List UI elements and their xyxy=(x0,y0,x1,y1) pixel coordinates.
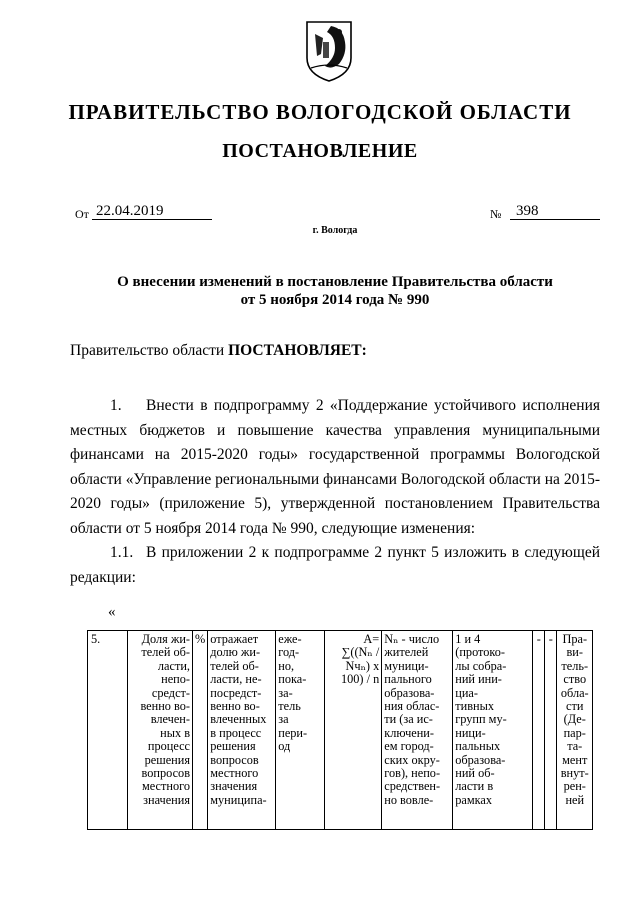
cell-line: ключени- xyxy=(384,725,434,740)
cell-line: тель xyxy=(278,699,301,714)
preamble-bold: ПОСТАНОВЛЯЕТ: xyxy=(228,342,367,359)
cell-line: непо- xyxy=(161,672,190,687)
cell-line: жителей xyxy=(384,645,429,660)
cell-definitions xyxy=(382,631,453,830)
city: г. Вологда xyxy=(312,225,358,236)
cell-line: телей об- xyxy=(141,645,190,660)
cell-line: ласти, не- xyxy=(210,672,262,687)
cell-line: ∑((Nₙ / xyxy=(341,645,380,660)
cell-line: влеченных xyxy=(210,712,267,727)
cell-line: местного xyxy=(210,766,259,781)
cell-line: (протоко- xyxy=(455,645,506,660)
cell-line: образова- xyxy=(455,752,506,767)
paragraph-1-1 xyxy=(70,541,600,590)
cell-line: од xyxy=(278,739,291,754)
table-row xyxy=(88,631,593,830)
paragraph-1-text: Внести в подпрограмму 2 «Поддержание устойчивого исполнения местных бюджетов и повышение качества управления муниципальными финансами на 2015-2020 годы» государственной программы Вологодской области «Управление региональными финансами Вологодской области на 2015-2020 годы» (приложение 5), утвержденной постановлением Правительства области от 5 ноября 2014 года № 990, следующие изменения: xyxy=(70,397,600,537)
cell-line: 1 и 4 xyxy=(455,632,481,646)
number-label: № xyxy=(490,207,502,221)
cell-line: ния облас- xyxy=(384,699,440,714)
cell-line: групп му- xyxy=(455,712,507,727)
cell-line: муниципа- xyxy=(210,792,267,807)
organization-title: ПРАВИТЕЛЬСТВО ВОЛОГОДСКОЙ ОБЛАСТИ xyxy=(68,100,572,124)
cell-line: ских окру- xyxy=(384,752,440,767)
document-subject xyxy=(90,273,580,309)
cell-line: рамках xyxy=(455,792,493,807)
cell-line: 100) / n xyxy=(340,672,380,687)
indicator-table xyxy=(87,630,593,830)
cell-period xyxy=(276,631,325,830)
cell-line: лы собра- xyxy=(455,658,507,673)
cell-number: 5. xyxy=(88,631,128,830)
coat-of-arms-icon xyxy=(301,18,357,84)
cell-line: Пра- xyxy=(562,632,588,646)
preamble xyxy=(70,342,367,360)
cell-indicator-name xyxy=(128,631,193,830)
paragraph-1-number: 1. xyxy=(110,397,122,414)
cell-line: сти xyxy=(566,699,584,714)
subject-line-2: от 5 ноября 2014 года № 990 xyxy=(240,292,430,308)
date-label: От xyxy=(75,207,89,221)
cell-line: посредст- xyxy=(210,685,262,700)
cell-line: образова- xyxy=(384,685,435,700)
cell-line: А= xyxy=(363,632,380,646)
cell-line: ласти в xyxy=(455,779,494,794)
cell-line: гов), непо- xyxy=(384,766,441,781)
cell-line: ний об- xyxy=(455,766,495,781)
paragraph-1 xyxy=(70,394,600,542)
cell-line: Nчₙ) x xyxy=(345,658,380,673)
cell-line: ници- xyxy=(455,725,486,740)
open-quote: « xyxy=(108,604,116,620)
cell-line: местного xyxy=(142,779,190,794)
document-date: 22.04.2019 xyxy=(92,203,212,220)
cell-line: пальных xyxy=(455,739,501,754)
cell-line: ласти, xyxy=(157,658,190,673)
cell-line: циа- xyxy=(455,685,478,700)
cell-unit: % xyxy=(193,631,208,830)
cell-line: решения xyxy=(144,752,190,767)
cell-line: ней xyxy=(565,792,585,807)
cell-line: обла- xyxy=(560,685,589,700)
cell-line: решения xyxy=(210,739,256,754)
cell-line: внут- xyxy=(560,766,589,781)
preamble-text: Правительство области xyxy=(70,342,229,359)
paragraph-1-1-number: 1.1. xyxy=(110,544,134,561)
cell-responsible xyxy=(557,631,593,830)
cell-line: в процесс xyxy=(210,725,262,740)
cell-line: ви- xyxy=(566,645,583,660)
paragraph-1-1-text: В приложении 2 к подпрограмме 2 пункт 5 изложить в следующей редакции: xyxy=(70,544,600,586)
cell-line: вопросов xyxy=(141,766,190,781)
cell-line: средст- xyxy=(151,685,190,700)
cell-line: тель- xyxy=(561,658,589,673)
cell-line: та- xyxy=(567,739,583,754)
cell-line: тивных xyxy=(455,699,495,714)
cell-line: ем город- xyxy=(384,739,434,754)
cell-line: ство xyxy=(563,672,587,687)
cell-dash-1: - xyxy=(533,631,545,830)
cell-line: ний ини- xyxy=(455,672,502,687)
cell-line: значения xyxy=(143,792,190,807)
cell-line: пока- xyxy=(278,672,307,687)
cell-line: муници- xyxy=(384,658,429,673)
cell-line: вопросов xyxy=(210,752,259,767)
cell-line: ти (за ис- xyxy=(384,712,433,727)
cell-line: год- xyxy=(278,645,300,660)
cell-line: долю жи- xyxy=(210,645,261,660)
cell-line: процесс xyxy=(147,739,190,754)
cell-line: Nₙ - число xyxy=(384,632,440,646)
cell-line: пар- xyxy=(563,725,586,740)
cell-source xyxy=(453,631,533,830)
document-type: ПОСТАНОВЛЕНИЕ xyxy=(222,140,418,162)
cell-line: (Де- xyxy=(563,712,586,727)
document-number: 398 xyxy=(510,203,600,220)
cell-line: за- xyxy=(278,685,293,700)
cell-line: средствен- xyxy=(384,779,441,794)
cell-line: еже- xyxy=(278,632,302,646)
cell-formula xyxy=(325,631,382,830)
cell-dash-2: - xyxy=(545,631,557,830)
cell-description xyxy=(208,631,276,830)
cell-line: но, xyxy=(278,658,295,673)
cell-line: влечен- xyxy=(150,712,190,727)
cell-line: мент xyxy=(562,752,588,767)
cell-line: телей об- xyxy=(210,658,259,673)
cell-line: венно во- xyxy=(210,699,260,714)
cell-line: рен- xyxy=(563,779,586,794)
cell-line: пери- xyxy=(278,725,308,740)
cell-line: Доля жи- xyxy=(141,632,190,646)
cell-line: отражает xyxy=(210,632,259,646)
cell-line: пального xyxy=(384,672,432,687)
cell-line: за xyxy=(278,712,289,727)
subject-line-1: О внесении изменений в постановление Правительства области xyxy=(117,274,553,290)
cell-line: но вовле- xyxy=(384,792,434,807)
cell-line: значения xyxy=(210,779,258,794)
cell-line: ных в xyxy=(160,725,190,740)
cell-line: венно во- xyxy=(140,699,190,714)
